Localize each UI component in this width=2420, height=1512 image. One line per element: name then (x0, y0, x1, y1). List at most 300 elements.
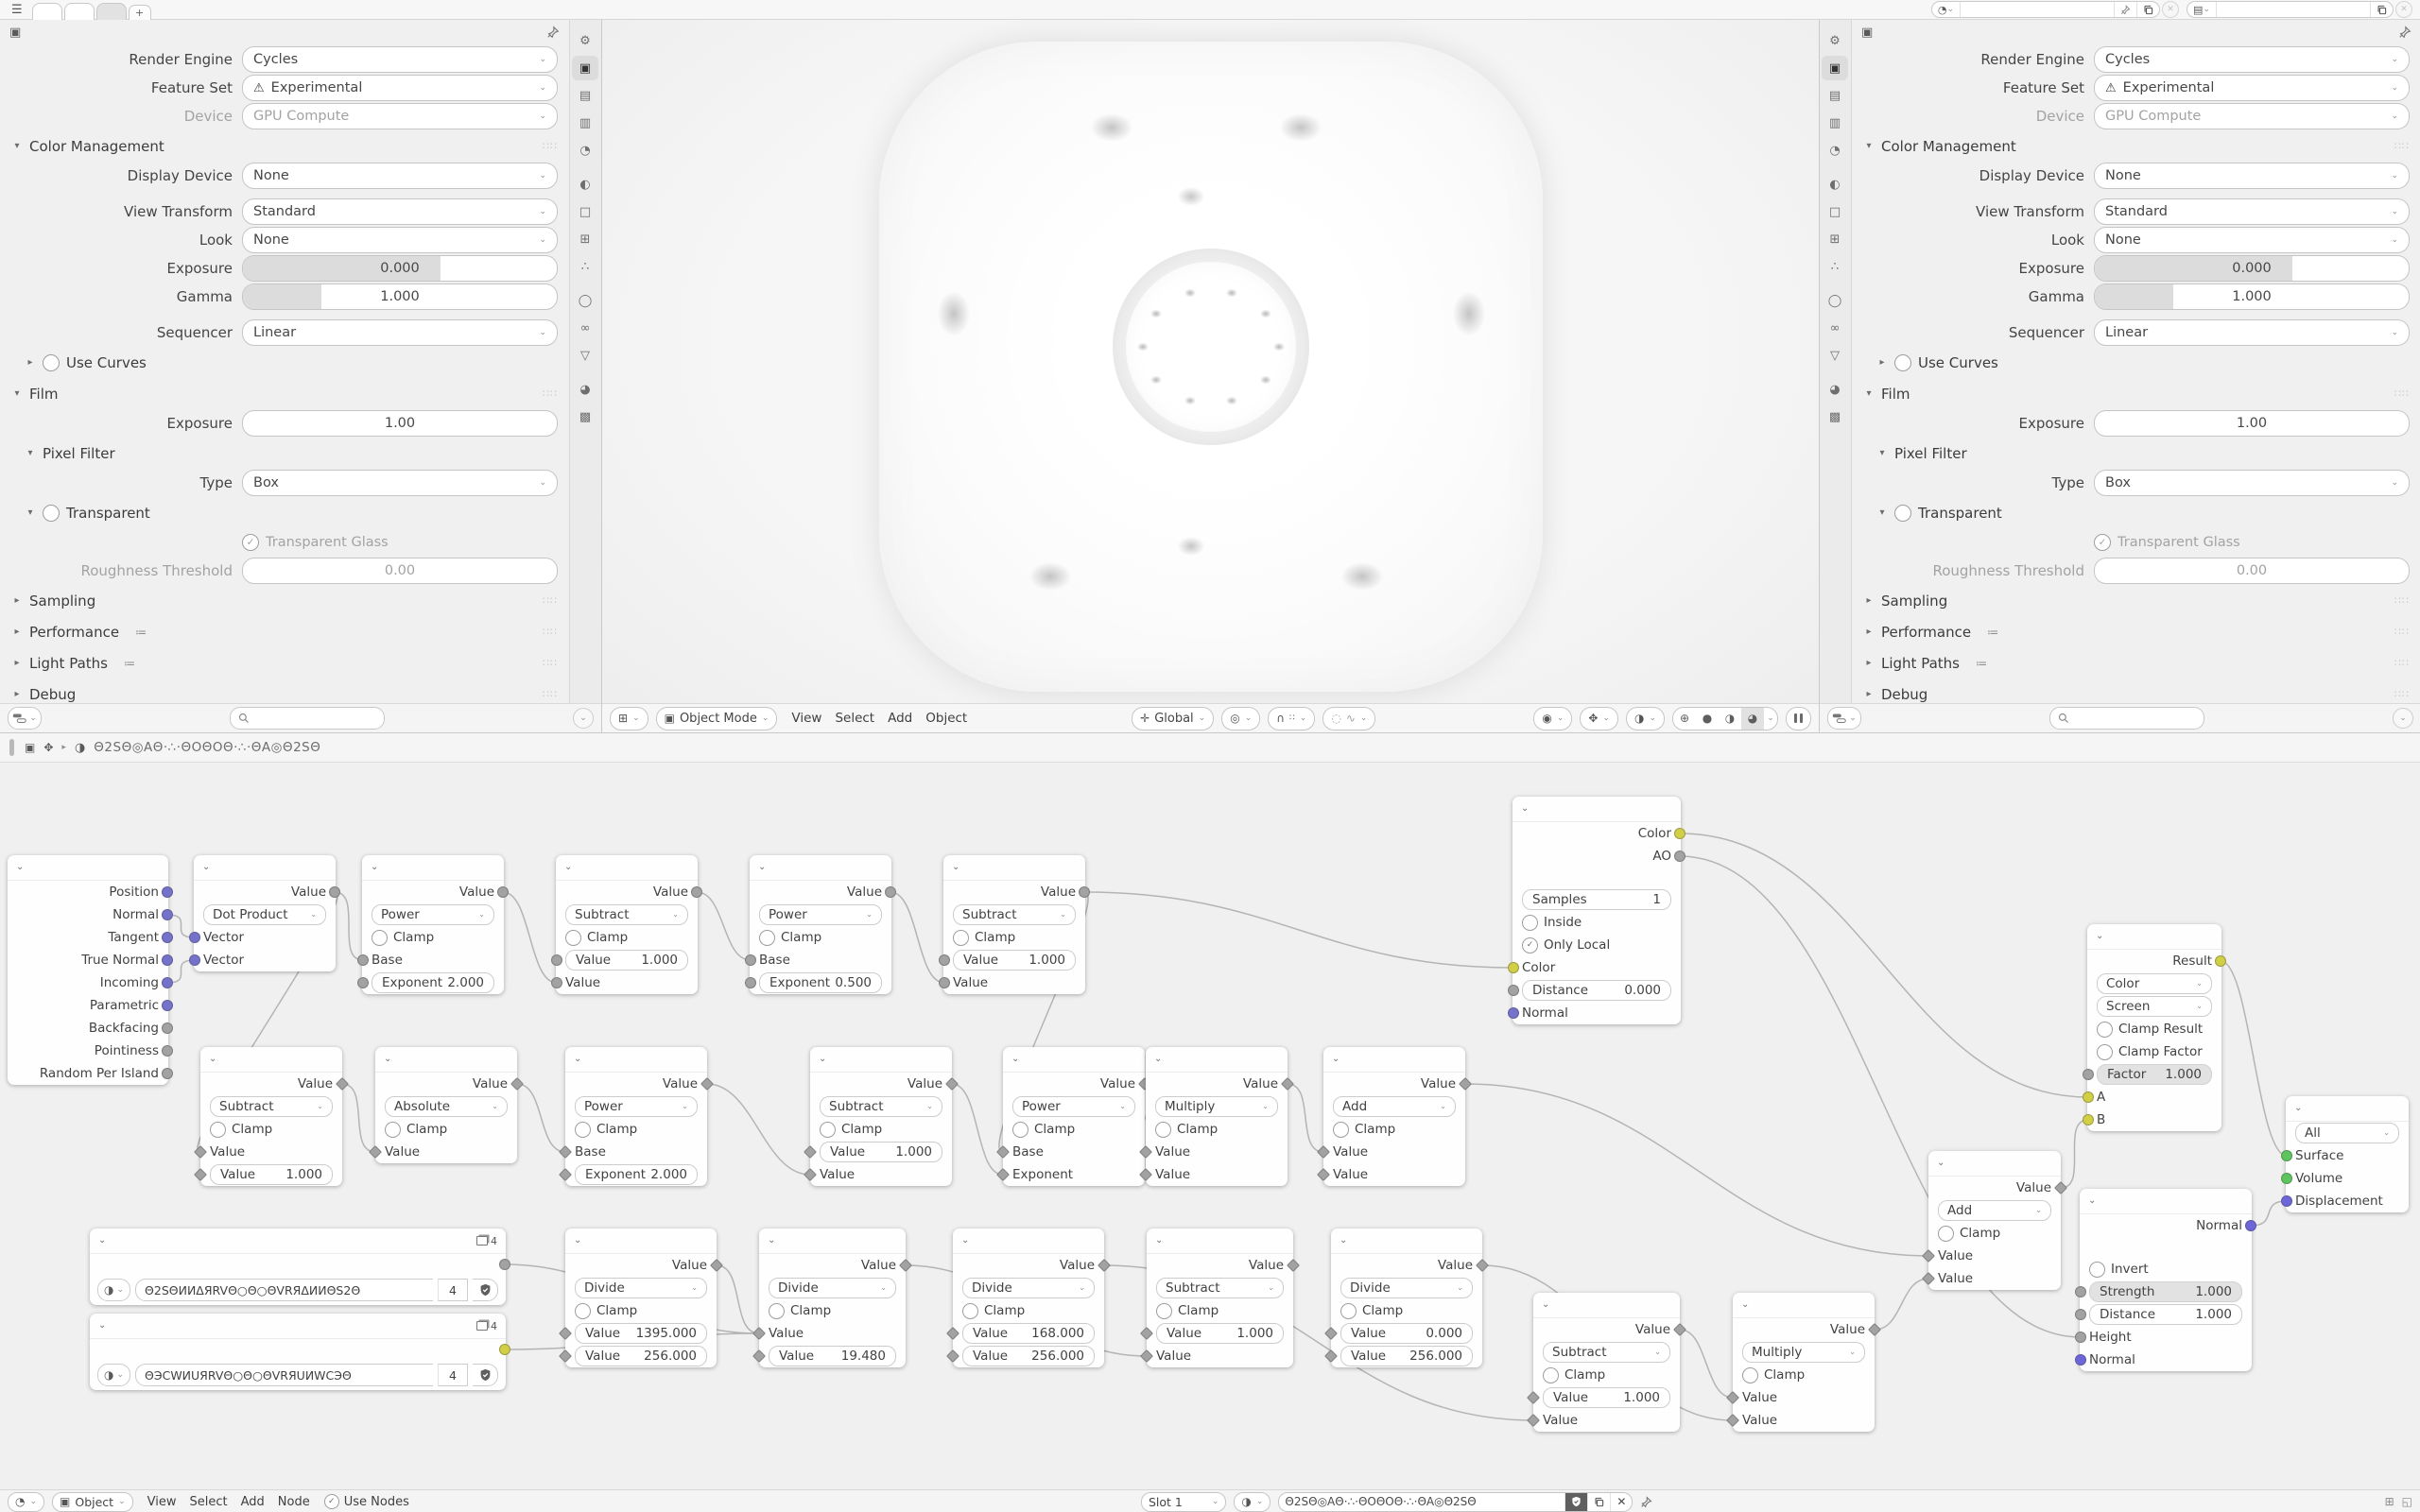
operation-dropdown[interactable]: Divide ⌄ (1340, 1278, 1473, 1298)
properties-tab-material[interactable] (572, 377, 598, 402)
drag-grip-icon[interactable]: ∷∷ (543, 387, 558, 400)
roughness-threshold-field[interactable] (2094, 558, 2410, 584)
only-local-checkbox[interactable]: ✓ Only Local (1522, 937, 1610, 954)
clamp-checkbox[interactable]: Clamp (1938, 1226, 2000, 1242)
clamp-checkbox[interactable]: Clamp (372, 930, 434, 946)
shading-wireframe-icon[interactable]: ⊕ (1679, 712, 1690, 725)
node-group2[interactable] (90, 1314, 506, 1390)
node-header[interactable] (759, 1228, 906, 1254)
collapse-icon[interactable]: ⌄ (819, 1054, 827, 1064)
section-sampling[interactable] (0, 585, 569, 616)
socket-val-r[interactable] (162, 1045, 173, 1057)
properties-tab-world[interactable] (1822, 172, 1848, 197)
value-value-field[interactable]: Value 256.000 (575, 1346, 707, 1366)
value-value-field[interactable]: Value 1.000 (1156, 1323, 1284, 1344)
menu-add[interactable]: Add (888, 711, 913, 726)
node-canvas[interactable] (0, 762, 2420, 1490)
menu-select[interactable]: Select (189, 1494, 228, 1509)
properties-tab-particles[interactable] (572, 254, 598, 279)
node-header[interactable] (943, 855, 1085, 881)
drag-grip-icon[interactable]: ∷∷ (2394, 688, 2410, 700)
clamp-checkbox[interactable]: Clamp (820, 1122, 882, 1138)
operation-dropdown[interactable]: Screen ⌄ (2097, 996, 2212, 1017)
subsection-pixel-filter[interactable] (0, 438, 569, 469)
value-value-field[interactable]: Value 1.000 (565, 950, 688, 971)
preset-menu-icon[interactable]: ≔ (135, 625, 147, 639)
strength-value-field[interactable]: Strength 1.000 (2089, 1281, 2242, 1302)
view-transform-dropdown[interactable] (2094, 198, 2410, 225)
properties-tab-scene[interactable] (1822, 138, 1848, 163)
use-curves-checkbox[interactable] (1894, 354, 1911, 371)
socket-val-l[interactable] (939, 977, 950, 988)
exposure-slider[interactable] (242, 255, 558, 282)
value-value-field[interactable]: Value 19.480 (769, 1346, 896, 1366)
properties-tab-tool[interactable] (572, 28, 598, 53)
value-value-field[interactable]: Value 1.000 (1543, 1387, 1670, 1408)
use-curves-checkbox[interactable] (43, 354, 60, 371)
section-debug[interactable] (1852, 679, 2420, 704)
value-value-field[interactable]: Value 1395.000 (575, 1323, 707, 1344)
properties-tab-physics[interactable] (572, 288, 598, 313)
drag-grip-icon[interactable]: ∷∷ (2394, 626, 2410, 638)
operation-dropdown[interactable]: Subtract ⌄ (953, 904, 1076, 925)
menu-add[interactable]: Add (240, 1494, 265, 1509)
socket-val-l[interactable] (357, 977, 369, 988)
properties-tab-object-data[interactable] (1822, 343, 1848, 368)
feature-set-dropdown[interactable] (2094, 75, 2410, 101)
exponent-value-field[interactable]: Exponent 2.000 (575, 1164, 698, 1185)
node-header[interactable] (90, 1314, 506, 1339)
preset-menu-icon[interactable]: ≔ (1987, 625, 1999, 639)
node-mult2[interactable] (1733, 1293, 1875, 1432)
collapse-icon[interactable]: ⌄ (1741, 1299, 1750, 1310)
render-engine-dropdown[interactable] (242, 46, 558, 73)
scene-pin-icon[interactable] (2115, 2, 2137, 17)
clamp-checkbox[interactable]: Clamp (1012, 1122, 1075, 1138)
clamp-checkbox[interactable]: Clamp (759, 930, 821, 946)
exposure-field[interactable] (242, 410, 558, 437)
view-layer-delete-icon[interactable]: ✕ (2395, 1, 2412, 18)
preset-menu-icon[interactable]: ≔ (123, 656, 135, 670)
users-count-button[interactable]: 4 (438, 1364, 468, 1386)
node-bump1[interactable] (2080, 1189, 2252, 1371)
collapse-icon[interactable]: ⌄ (1155, 1235, 1164, 1246)
unlink-material-icon[interactable]: ✕ (1616, 1495, 1627, 1508)
node-header[interactable] (1733, 1293, 1875, 1318)
node-power4[interactable] (1003, 1047, 1145, 1186)
scrollbar-handle[interactable] (9, 739, 14, 756)
node-sub2[interactable] (943, 855, 1085, 994)
socket-val-r[interactable] (885, 886, 896, 898)
properties-tab-output[interactable] (1822, 83, 1848, 108)
collapse-icon[interactable]: ⌄ (384, 1054, 392, 1064)
node-header[interactable] (565, 1047, 707, 1073)
socket-val-r[interactable] (162, 1068, 173, 1079)
node-header[interactable] (565, 1228, 717, 1254)
socket-vec-r[interactable] (162, 886, 173, 898)
socket-val-r[interactable] (1674, 850, 1685, 862)
node-divide2[interactable] (759, 1228, 906, 1367)
fake-user-shield-icon[interactable] (473, 1279, 498, 1301)
node-sub3[interactable] (200, 1047, 342, 1186)
preset-menu-icon[interactable]: ≔ (1975, 656, 1987, 670)
section-film[interactable] (1852, 378, 2420, 409)
collapse-icon[interactable]: ⌄ (2088, 1195, 2097, 1206)
clamp-checkbox[interactable]: Clamp (953, 930, 1015, 946)
properties-tab-constraints[interactable] (1822, 316, 1848, 340)
transparent-glass-checkbox[interactable]: ✓ (2094, 534, 2111, 551)
socket-val-l[interactable] (745, 954, 756, 966)
collapse-icon[interactable]: ⌄ (1332, 1054, 1340, 1064)
clamp-checkbox[interactable]: Clamp (1340, 1303, 1403, 1319)
clamp-checkbox[interactable]: Clamp (1156, 1303, 1219, 1319)
scene-delete-icon[interactable]: ✕ (2162, 1, 2179, 18)
search-input[interactable] (230, 707, 385, 730)
node-divide1[interactable] (565, 1228, 717, 1367)
drag-grip-icon[interactable]: ∷∷ (2394, 594, 2410, 607)
workspace-tab-2[interactable] (64, 3, 95, 20)
drag-grip-icon[interactable]: ∷∷ (2394, 387, 2410, 400)
node-header[interactable] (1323, 1047, 1465, 1073)
clamp-checkbox[interactable]: Clamp (565, 930, 628, 946)
section-color-management[interactable] (0, 130, 569, 162)
value-value-field[interactable]: Value 168.000 (962, 1323, 1095, 1344)
view-layer-name-field[interactable] (2217, 2, 2371, 17)
operation-dropdown[interactable]: Subtract ⌄ (1543, 1342, 1670, 1363)
socket-val-l[interactable] (745, 977, 756, 988)
clamp-checkbox[interactable]: Clamp (385, 1122, 447, 1138)
collapse-icon[interactable]: ⌄ (758, 862, 767, 872)
drag-grip-icon[interactable]: ∷∷ (543, 140, 558, 152)
socket-vec-r[interactable] (162, 977, 173, 988)
operation-dropdown[interactable]: Add ⌄ (1938, 1200, 2051, 1221)
node-sub5[interactable] (1147, 1228, 1293, 1367)
collapse-icon[interactable]: ⌄ (98, 1320, 107, 1331)
node-add2[interactable] (1928, 1151, 2061, 1290)
frame-icon[interactable]: ▣ (25, 741, 36, 754)
panel-pin-icon[interactable] (546, 26, 560, 39)
samples-value-field[interactable]: Samples 1 (1522, 889, 1671, 910)
menu-view[interactable]: View (791, 711, 822, 726)
collapse-icon[interactable]: ⌄ (2096, 931, 2104, 941)
socket-val-r[interactable] (499, 1259, 510, 1270)
operation-dropdown[interactable]: Power ⌄ (1012, 1096, 1135, 1117)
type-dropdown[interactable] (2094, 470, 2410, 496)
device-dropdown[interactable] (2094, 103, 2410, 129)
properties-tab-view-layer[interactable] (572, 111, 598, 135)
distance-value-field[interactable]: Distance 1.000 (2089, 1304, 2242, 1325)
roughness-threshold-field[interactable] (242, 558, 558, 584)
view-layer-copy-icon[interactable] (2371, 2, 2393, 17)
node-header[interactable] (1512, 797, 1681, 822)
socket-norm-r[interactable] (2245, 1220, 2256, 1231)
browse-icon-dropdown[interactable]: ◑ ⌄ (97, 1279, 130, 1301)
browse-icon-dropdown[interactable]: ◑ ⌄ (97, 1364, 130, 1386)
socket-val-r[interactable] (497, 886, 509, 898)
value-value-field[interactable]: Value 0.000 (1340, 1323, 1473, 1344)
display-device-dropdown[interactable] (242, 163, 558, 189)
node-header[interactable] (375, 1047, 517, 1073)
pause-render-button[interactable] (1786, 707, 1811, 730)
distance-value-field[interactable]: Distance 0.000 (1522, 980, 1671, 1001)
drag-grip-icon[interactable]: ∷∷ (543, 594, 558, 607)
subsection-pixel-filter[interactable] (1852, 438, 2420, 469)
section-sampling[interactable] (1852, 585, 2420, 616)
add-workspace-tab[interactable]: + (129, 5, 151, 20)
socket-col-r[interactable] (2215, 955, 2226, 967)
subsection-transparent[interactable] (1852, 497, 2420, 528)
transform-pivot-dropdown[interactable]: ◎ ⌄ (1221, 707, 1260, 730)
socket-vec-l[interactable] (189, 932, 200, 943)
use-nodes-checkbox[interactable]: ✓ Use Nodes (324, 1494, 409, 1509)
clamp-checkbox[interactable]: Clamp (1333, 1122, 1395, 1138)
inside-checkbox[interactable]: Inside (1522, 915, 1582, 931)
node-header[interactable] (1003, 1047, 1145, 1073)
drag-grip-icon[interactable]: ∷∷ (2394, 140, 2410, 152)
sequencer-dropdown[interactable] (2094, 319, 2410, 346)
socket-vec-l[interactable] (189, 954, 200, 966)
socket-val-r[interactable] (1079, 886, 1090, 898)
fake-user-shield-icon[interactable] (473, 1364, 498, 1386)
socket-val-l[interactable] (2075, 1332, 2086, 1343)
socket-vec-l[interactable] (1508, 1007, 1519, 1019)
socket-col-r[interactable] (499, 1344, 510, 1355)
node-mix1[interactable] (2087, 924, 2221, 1131)
section-debug[interactable] (0, 679, 569, 704)
node-header[interactable] (556, 855, 698, 881)
drag-grip-icon[interactable]: ∷∷ (543, 657, 558, 669)
node-header[interactable] (2080, 1189, 2252, 1214)
operation-dropdown[interactable]: Add ⌄ (1333, 1096, 1456, 1117)
socket-shader-l[interactable] (2281, 1173, 2292, 1184)
socket-val-l[interactable] (551, 977, 562, 988)
workspace-tab-1[interactable] (32, 3, 62, 20)
menu-view[interactable]: View (147, 1494, 177, 1509)
look-dropdown[interactable] (2094, 227, 2410, 253)
collapse-icon[interactable]: ⌄ (98, 1235, 107, 1246)
properties-tab-render[interactable] (572, 56, 598, 80)
properties-tab-object-data[interactable] (572, 343, 598, 368)
operation-dropdown[interactable]: Power ⌄ (759, 904, 882, 925)
node-power1[interactable] (362, 855, 504, 994)
collapse-icon[interactable]: ⌄ (1011, 1054, 1020, 1064)
operation-dropdown[interactable]: Divide ⌄ (575, 1278, 707, 1298)
properties-tab-constraints[interactable] (572, 316, 598, 340)
socket-val-l[interactable] (551, 954, 562, 966)
operation-dropdown[interactable]: Power ⌄ (575, 1096, 698, 1117)
section-light-paths[interactable] (0, 647, 569, 679)
display-device-dropdown[interactable] (2094, 163, 2410, 189)
node-header[interactable] (2286, 1096, 2409, 1122)
node-ao[interactable] (1512, 797, 1681, 1024)
fake-user-shield-icon[interactable] (1565, 1493, 1588, 1511)
proportional-editing-dropdown[interactable]: ◌ ∿ ⌄ (1322, 707, 1375, 730)
properties-tab-material[interactable] (1822, 377, 1848, 402)
collapse-icon[interactable]: ⌄ (768, 1235, 776, 1246)
node-mult1[interactable] (1146, 1047, 1288, 1186)
operation-dropdown[interactable]: Multiply ⌄ (1155, 1096, 1278, 1117)
invert-checkbox[interactable]: Invert (2089, 1262, 2149, 1278)
device-dropdown[interactable] (242, 103, 558, 129)
collapse-icon[interactable]: ⌄ (1521, 803, 1530, 814)
operation-dropdown[interactable]: Divide ⌄ (962, 1278, 1095, 1298)
collapse-icon[interactable]: ⌄ (1542, 1299, 1550, 1310)
clamp-checkbox[interactable]: Clamp (1543, 1367, 1605, 1383)
node-sub4[interactable] (810, 1047, 952, 1186)
node-dot[interactable] (194, 855, 336, 971)
exponent-value-field[interactable]: Exponent 2.000 (372, 972, 494, 993)
properties-tab-modifiers[interactable] (572, 227, 598, 251)
shading-options-icon[interactable]: ⌄ (1767, 713, 1774, 723)
operation-dropdown[interactable]: Dot Product ⌄ (203, 904, 326, 925)
clamp-factor-checkbox[interactable]: Clamp Factor (2097, 1044, 2203, 1060)
xray-dropdown[interactable]: ◑ ⌄ (1626, 707, 1665, 730)
value-value-field[interactable]: Value 1.000 (210, 1164, 333, 1185)
workspace-tab-3[interactable] (96, 3, 127, 20)
clamp-result-checkbox[interactable]: Clamp Result (2097, 1022, 2203, 1038)
pin-icon[interactable] (1640, 1496, 1652, 1508)
collapse-menus-icon[interactable]: ⌄ (573, 708, 594, 729)
socket-val-r[interactable] (691, 886, 702, 898)
socket-val-l[interactable] (2083, 1069, 2094, 1080)
socket-val-r[interactable] (162, 1022, 173, 1034)
properties-tab-tool[interactable] (1822, 28, 1848, 53)
properties-tab-texture[interactable] (572, 404, 598, 429)
operation-dropdown[interactable]: Divide ⌄ (769, 1278, 896, 1298)
filter-settings-dropdown[interactable]: ⌄ (1827, 707, 1861, 730)
section-light-paths[interactable] (1852, 647, 2420, 679)
menu-icon[interactable]: ☰ (11, 2, 23, 17)
properties-tab-scene[interactable] (572, 138, 598, 163)
collapse-icon[interactable]: ⌄ (1154, 1054, 1163, 1064)
sequencer-dropdown[interactable] (242, 319, 558, 346)
gamma-slider[interactable] (242, 284, 558, 310)
node-header[interactable] (2087, 924, 2221, 950)
socket-val-l[interactable] (1508, 985, 1519, 996)
datablock-name-field[interactable]: ΘЭCWИUЯRVΘ○Θ○ΘVRЯUИWCЭΘ (135, 1364, 433, 1386)
collapse-icon[interactable]: ⌄ (574, 1235, 582, 1246)
properties-tab-physics[interactable] (1822, 288, 1848, 313)
operation-dropdown[interactable]: All ⌄ (2295, 1123, 2399, 1143)
clamp-checkbox[interactable]: Clamp (575, 1122, 637, 1138)
node-header[interactable] (1147, 1228, 1293, 1254)
drag-grip-icon[interactable]: ∷∷ (543, 688, 558, 700)
collapse-icon[interactable]: ⌄ (961, 1235, 970, 1246)
transparent-checkbox[interactable] (1894, 505, 1911, 522)
overlap-icon[interactable]: ◱ (2401, 1495, 2412, 1508)
view-layer-icon[interactable]: ▤ ⌄ (2187, 2, 2217, 17)
snap-node-icon[interactable]: ⊞ (2384, 1495, 2394, 1508)
socket-val-l[interactable] (939, 954, 950, 966)
section-performance[interactable] (0, 616, 569, 647)
value-value-field[interactable]: Value 1.000 (953, 950, 1076, 971)
section-performance[interactable] (1852, 616, 2420, 647)
socket-shader-l[interactable] (2281, 1150, 2292, 1161)
collapse-icon[interactable]: ⌄ (1937, 1158, 1945, 1168)
menu-node[interactable]: Node (277, 1494, 310, 1509)
node-add1[interactable] (1323, 1047, 1465, 1186)
material-name-field[interactable]: Θ2SΘ◎AΘ·∴·ΘΟΘΟΘ·∴·ΘA◎Θ2SΘ (1279, 1493, 1565, 1511)
viewport-3d[interactable] (602, 19, 1819, 732)
copy-material-icon[interactable] (1588, 1493, 1611, 1511)
operation-dropdown[interactable]: Subtract ⌄ (1156, 1278, 1284, 1298)
editor-type-dropdown[interactable]: ◔ ⌄ (8, 1492, 44, 1512)
properties-tab-particles[interactable] (1822, 254, 1848, 279)
scene-name-field[interactable] (1961, 2, 2115, 17)
node-out1[interactable] (2286, 1096, 2409, 1212)
collapse-menus-icon[interactable]: ⌄ (2393, 708, 2413, 729)
transparent-glass-checkbox[interactable]: ✓ (242, 534, 259, 551)
shading-solid-icon[interactable]: ● (1702, 712, 1713, 725)
drag-grip-icon[interactable]: ∷∷ (2394, 657, 2410, 669)
look-dropdown[interactable] (242, 227, 558, 253)
operation-dropdown[interactable]: Color ⌄ (2097, 973, 2212, 994)
properties-tab-view-layer[interactable] (1822, 111, 1848, 135)
gizmo-dropdown[interactable]: ◉ ⌄ (1533, 707, 1572, 730)
node-divide4[interactable] (1331, 1228, 1482, 1367)
move-icon[interactable]: ✥ (43, 741, 54, 754)
collapse-icon[interactable]: ⌄ (952, 862, 960, 872)
node-header[interactable] (750, 855, 891, 881)
collapse-icon[interactable]: ⌄ (202, 862, 211, 872)
menu-select[interactable]: Select (835, 711, 875, 726)
socket-val-l[interactable] (2075, 1286, 2086, 1297)
clamp-checkbox[interactable]: Clamp (1155, 1122, 1218, 1138)
node-sub1[interactable] (556, 855, 698, 994)
node-header[interactable] (194, 855, 336, 881)
socket-col-l[interactable] (2083, 1091, 2094, 1103)
node-sub6[interactable] (1533, 1293, 1680, 1432)
scene-copy-icon[interactable] (2137, 2, 2159, 17)
socket-vec-r[interactable] (162, 1000, 173, 1011)
node-header[interactable] (362, 855, 504, 881)
node-header[interactable] (953, 1228, 1104, 1254)
node-header[interactable] (90, 1228, 506, 1254)
node-abs1[interactable] (375, 1047, 517, 1163)
drag-grip-icon[interactable]: ∷∷ (543, 626, 558, 638)
type-dropdown[interactable] (242, 470, 558, 496)
material-slot-dropdown[interactable]: Slot 1 ⌄ (1141, 1492, 1226, 1512)
node-header[interactable] (8, 855, 168, 881)
subsection-use-curves[interactable] (1852, 347, 2420, 378)
value-value-field[interactable]: Value 1.000 (820, 1142, 942, 1162)
gamma-slider[interactable] (2094, 284, 2410, 310)
mode-dropdown[interactable]: ▣ Object Mode ⌄ (656, 707, 778, 730)
properties-tab-output[interactable] (572, 83, 598, 108)
view-transform-dropdown[interactable] (242, 198, 558, 225)
operation-dropdown[interactable]: Subtract ⌄ (565, 904, 688, 925)
subsection-use-curves[interactable] (0, 347, 569, 378)
node-header[interactable] (200, 1047, 342, 1073)
panel-pin-icon[interactable] (2398, 26, 2411, 39)
socket-norm-l[interactable] (2281, 1195, 2292, 1207)
snap-toggle[interactable]: ∩ ∷ ⌄ (1268, 707, 1315, 730)
collapse-icon[interactable]: ⌄ (574, 1054, 582, 1064)
shader-scope-dropdown[interactable]: ▣ Object ⌄ (52, 1492, 133, 1512)
overlays-dropdown[interactable]: ✥ ⌄ (1580, 707, 1618, 730)
factor-value-field[interactable]: Factor 1.000 (2097, 1064, 2212, 1085)
section-film[interactable] (0, 378, 569, 409)
operation-dropdown[interactable]: Subtract ⌄ (820, 1096, 942, 1117)
feature-set-dropdown[interactable] (242, 75, 558, 101)
section-color-management[interactable] (1852, 130, 2420, 162)
node-divide3[interactable] (953, 1228, 1104, 1367)
collapse-icon[interactable]: ⌄ (564, 862, 573, 872)
collapse-icon[interactable]: ⌄ (2294, 1103, 2303, 1113)
operation-dropdown[interactable]: Absolute ⌄ (385, 1096, 508, 1117)
socket-vec-r[interactable] (162, 909, 173, 920)
value-value-field[interactable]: Value 256.000 (962, 1346, 1095, 1366)
